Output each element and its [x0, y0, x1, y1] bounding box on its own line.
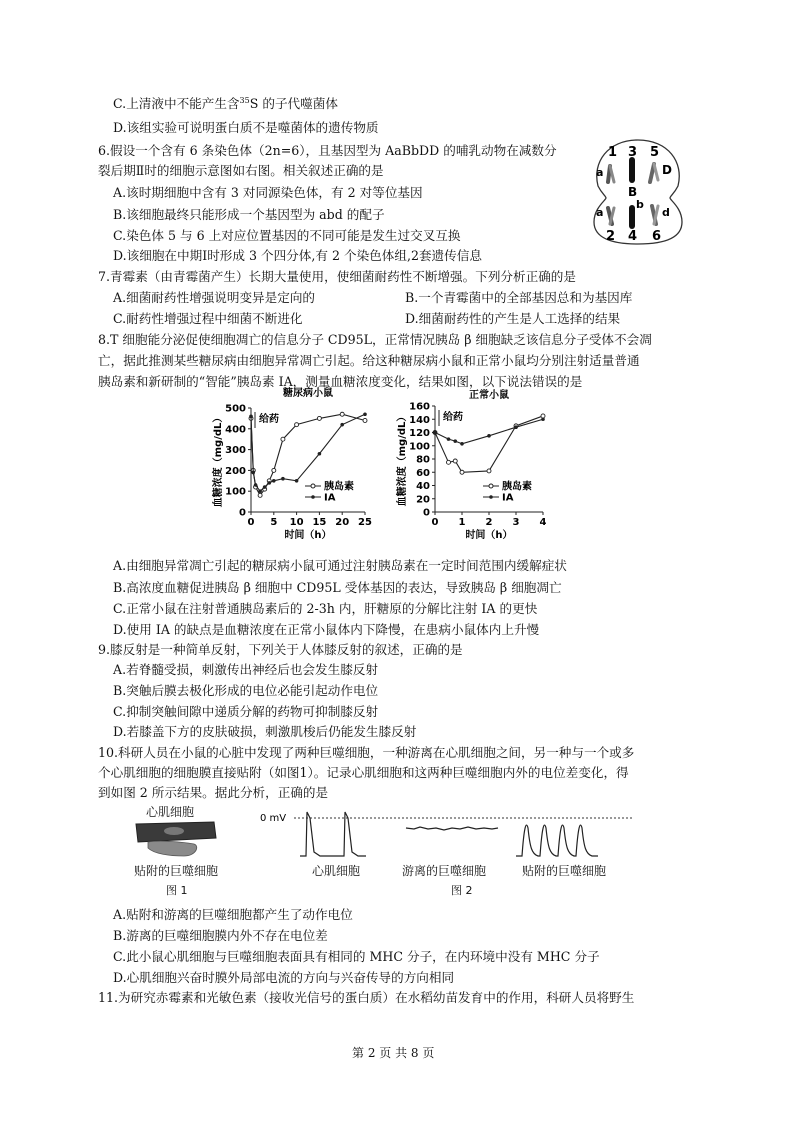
q9-stem: 9.膝反射是一种简单反射，下列关于人体膝反射的叙述，正确的是 — [98, 642, 463, 657]
chart0-series-1-point-11 — [363, 412, 367, 416]
q8-stem-line3: 胰岛素和新研制的“智能”胰岛素 IA，测量血糖浓度变化，结果如图，以下说法错误的是 — [98, 374, 583, 389]
chart0-xtick-label-2: 10 — [289, 517, 304, 528]
chart0-series-0-point-7 — [281, 437, 285, 441]
q5-option-d: D.该组实验可说明蛋白质不是噬菌体的遗传物质 — [113, 120, 379, 135]
chart0-series-0-point-8 — [295, 423, 299, 427]
cell-diagram — [586, 136, 692, 246]
label-6: 6 — [652, 229, 662, 244]
fig2-label-free-macrophage: 游离的巨噬细胞 — [402, 864, 487, 878]
chart0-series-1-point-1 — [251, 471, 255, 475]
q8-option-d: D.使用 IA 的缺点是血糖浓度在正常小鼠体内下降慢，在患病小鼠体内上升慢 — [113, 622, 540, 637]
q8-option-b: B.高浓度血糖促进胰岛 β 细胞中 CD95L 受体基因的表达，导致胰岛 β 细胞凋亡 — [113, 580, 562, 595]
chart0-xtick-label-4: 20 — [335, 517, 350, 528]
fig2-zero-label: 0 mV — [260, 813, 287, 824]
q6-option-b: B.该细胞最终只能形成一个基因型为 abd 的配子 — [113, 207, 385, 222]
cardiomyocyte-nucleus — [164, 827, 184, 835]
chart0-ytick-label-0: 0 — [239, 507, 246, 519]
q11-stem: 11.为研究赤霉素和光敏色素（接收光信号的蛋白质）在水稻幼苗发育中的作用，科研人员将野生 — [98, 990, 635, 1005]
q7-stem: 7.青霉素（由青霉菌产生）长期大量使用，使细菌耐药性不断增强。下列分析正确的是 — [98, 269, 576, 284]
fig2-potential-traces — [258, 808, 638, 864]
chart0-ytick-label-4: 400 — [225, 424, 246, 436]
chart1-series-1-point-6 — [541, 417, 545, 421]
label-D: D — [662, 163, 672, 177]
chart0-xtick-label-1: 5 — [270, 517, 278, 528]
q5-option-c: C.上清液中不能产生含$^{35}$S 的子代噬菌体 — [113, 95, 338, 111]
chart1-xtick-label-0: 0 — [431, 517, 439, 528]
q8-stem-line2: 亡，据此推测某些糖尿病由细胞异常凋亡引起。给这种糖尿病小鼠和正常小鼠均分别注射适量普通 — [98, 353, 640, 368]
label-5: 5 — [650, 145, 660, 160]
chart0-series-1-point-10 — [340, 423, 344, 427]
fig2-label-attached-macrophage: 贴附的巨噬细胞 — [522, 864, 607, 878]
chart0-xtick-label-0: 0 — [247, 517, 255, 528]
chart0-ytick-label-1: 100 — [225, 486, 246, 498]
page-footer: 第 2 页 共 8 页 — [352, 1046, 435, 1060]
chart0-series-1-point-4 — [263, 485, 267, 489]
fig1-label-attached-macrophage: 贴附的巨噬细胞 — [134, 864, 219, 878]
chart1-xlabel: 时间（h） — [465, 530, 513, 541]
chart0-ytick-label-5: 500 — [225, 403, 246, 415]
chart1-series-0-point-1 — [447, 460, 451, 464]
chart0-series-1-point-5 — [267, 481, 271, 485]
chart1-ytick-label-7: 140 — [409, 414, 430, 426]
label-4: 4 — [628, 229, 638, 244]
chart1-xtick-label-3: 3 — [512, 517, 520, 528]
q9-option-b: B.突触后膜去极化形成的电位必能引起动作电位 — [113, 683, 379, 698]
chart0-ytick-label-3: 300 — [225, 445, 246, 457]
chart0-xtick-label-5: 25 — [358, 517, 372, 528]
trace-attached-macrophage — [516, 825, 598, 856]
chart1-series-1-point-4 — [487, 434, 491, 438]
q8-option-c: C.正常小鼠在注射普通胰岛素后的 2-3h 内，肝糖原的分解比注射 IA 的更快 — [113, 601, 538, 616]
chart0-series-0-point-3 — [258, 493, 262, 497]
q6-option-c: C.染色体 5 与 6 上对应位置基因的不同可能是发生过交叉互换 — [113, 228, 461, 243]
chart0-series-0-point-11 — [363, 418, 367, 422]
q6-option-d: D.该细胞在中期Ⅰ时形成 3 个四分体,有 2 个染色体组,2套遗传信息 — [113, 248, 482, 263]
q10-stem-line3: 到如图 2 所示结果。据此分析，正确的是 — [98, 785, 329, 800]
chart1-legend-marker-1 — [489, 495, 493, 499]
q10-option-d: D.心肌细胞兴奋时膜外局部电流的方向与兴奋传导的方向相同 — [113, 970, 455, 985]
chart0-title: 糖尿病小鼠 — [283, 388, 333, 399]
chart0-series-0-point-6 — [272, 468, 276, 472]
q7-option-a: A.细菌耐药性增强说明变异是定向的 — [113, 290, 316, 305]
chart1-ylabel: 血糖浓度（mg/dL） — [397, 411, 408, 507]
chart0-ylabel: 血糖浓度（mg/dL） — [213, 412, 224, 508]
label-a1: a — [596, 166, 604, 179]
q8-option-a: A.由细胞异常凋亡引起的糖尿病小鼠可通过注射胰岛素在一定时间范围内缓解症状 — [113, 558, 567, 573]
q10-stem-line1: 10.科研人员在小鼠的心脏中发现了两种巨噬细胞，一种游离在心肌细胞之间，另一种与一个或多 — [98, 745, 635, 760]
q9-option-a: A.若脊髓受损，刺激传出神经后也会发生膝反射 — [113, 662, 378, 677]
chart1-ytick-label-2: 40 — [416, 481, 430, 492]
chart1-ytick-label-3: 60 — [416, 467, 430, 479]
q6-option-a: A.该时期细胞中含有 3 对同源染色体，有 2 对等位基因 — [113, 185, 423, 200]
q10-stem-line2: 个心肌细胞的细胞膜直接贴附（如图1）。记录心肌细胞和这两种巨噬细胞内外的电位差变化，得 — [98, 765, 629, 780]
label-2: 2 — [606, 229, 616, 244]
chart-normal-mice — [397, 388, 565, 548]
q9-option-d: D.若膝盖下方的皮肤破损，刺激肌梭后仍能发生膝反射 — [113, 724, 417, 739]
chart1-series-0-point-6 — [541, 414, 545, 418]
q8-stem-line1: 8.T 细胞能分泌促使细胞凋亡的信息分子 CD95L，正常情况胰岛 β 细胞缺乏该信息分子受体不会凋 — [98, 332, 652, 347]
q9-option-c: C.抑制突触间隙中递质分解的药物可抑制膝反射 — [113, 704, 379, 719]
chart1-ytick-label-1: 20 — [416, 494, 430, 506]
label-1: 1 — [608, 145, 618, 160]
macrophage-shape — [148, 841, 197, 856]
chart0-legend-label-1: IA — [324, 492, 336, 504]
chart0-series-1-point-6 — [272, 479, 276, 483]
chart1-annotation: 给药 — [443, 412, 463, 423]
label-d: d — [662, 206, 670, 219]
chart1-series-1-point-2 — [453, 439, 457, 443]
chart0-series-1-point-2 — [254, 483, 258, 487]
chart0-annotation: 给药 — [259, 414, 279, 425]
chart1-series-1-point-3 — [460, 442, 464, 446]
q10-option-c: C.此小鼠心肌细胞与巨噬细胞表面具有相同的 MHC 分子，在内环境中没有 MHC 分子 — [113, 949, 600, 964]
fig2-caption: 图 2 — [451, 884, 473, 897]
chart0-legend-marker-1 — [311, 495, 315, 499]
chart1-series-0-point-3 — [460, 470, 464, 474]
trace-cardiomyocyte — [300, 812, 366, 856]
label-3: 3 — [628, 145, 638, 160]
chart1-xtick-label-4: 4 — [539, 517, 547, 528]
chart1-series-0-point-2 — [453, 459, 457, 463]
chart0-legend-marker-0 — [311, 484, 315, 488]
chart1-ytick-label-4: 80 — [416, 454, 430, 466]
fig1-cell-illustration — [130, 818, 220, 860]
chart-diabetic-mice — [205, 386, 380, 546]
trace-free-macrophage — [406, 827, 498, 830]
chart0-series-1-point-9 — [318, 452, 322, 456]
chart0-series-1-point-8 — [295, 479, 299, 483]
label-B: B — [628, 185, 638, 199]
chart1-ytick-label-6: 120 — [409, 428, 430, 439]
chart0-xtick-label-3: 15 — [312, 517, 327, 528]
chart1-legend-label-0: 胰岛素 — [502, 481, 532, 493]
chart0-series-0-point-9 — [317, 416, 321, 420]
chart1-xtick-label-1: 1 — [458, 517, 466, 528]
chart1-series-1-point-5 — [514, 425, 518, 429]
q6-stem-line1: 6.假设一个含有 6 条染色体（2n=6），且基因型为 AaBbDD 的哺乳动物在减数分 — [98, 143, 557, 158]
chart1-ytick-label-5: 100 — [409, 441, 430, 453]
chart1-title: 正常小鼠 — [469, 390, 509, 401]
label-a2: a — [596, 206, 604, 219]
fig1-caption: 图 1 — [166, 884, 188, 897]
chart0-series-1-point-7 — [281, 477, 285, 481]
label-b: b — [636, 198, 644, 211]
chart1-ytick-label-8: 160 — [409, 401, 430, 413]
chart1-series-1-point-0 — [433, 431, 437, 435]
chart0-series-1-point-0 — [249, 415, 253, 419]
chart0-series-1-point-3 — [258, 489, 262, 493]
chart1-series-0-point-4 — [487, 469, 491, 473]
q10-option-b: B.游离的巨噬细胞膜内外不存在电位差 — [113, 928, 328, 943]
chart1-xtick-label-2: 2 — [485, 517, 493, 528]
fig2-label-cardiomyocyte: 心肌细胞 — [312, 864, 361, 878]
q7-option-b: B.一个青霉菌中的全部基因总和为基因库 — [405, 290, 633, 305]
q7-option-d: D.细菌耐药性的产生是人工选择的结果 — [405, 311, 621, 326]
fig1-label-cardiomyocyte: 心肌细胞 — [146, 805, 195, 819]
chart0-legend-label-0: 胰岛素 — [324, 481, 354, 493]
q10-option-a: A.贴附和游离的巨噬细胞都产生了动作电位 — [113, 907, 353, 922]
chart1-legend-label-1: IA — [502, 492, 514, 504]
chart0-ytick-label-2: 200 — [225, 465, 246, 477]
chart1-series-1-point-1 — [447, 437, 451, 441]
chart1-legend-marker-0 — [489, 484, 493, 488]
chart0-series-0-point-10 — [340, 412, 344, 416]
chart0-xlabel: 时间（h） — [284, 530, 332, 541]
q7-option-c: C.耐药性增强过程中细菌不断进化 — [113, 311, 303, 326]
q6-stem-line2: 裂后期Ⅱ时的细胞示意图如右图。相关叙述正确的是 — [98, 163, 384, 178]
chart1-ytick-label-0: 0 — [423, 507, 430, 519]
